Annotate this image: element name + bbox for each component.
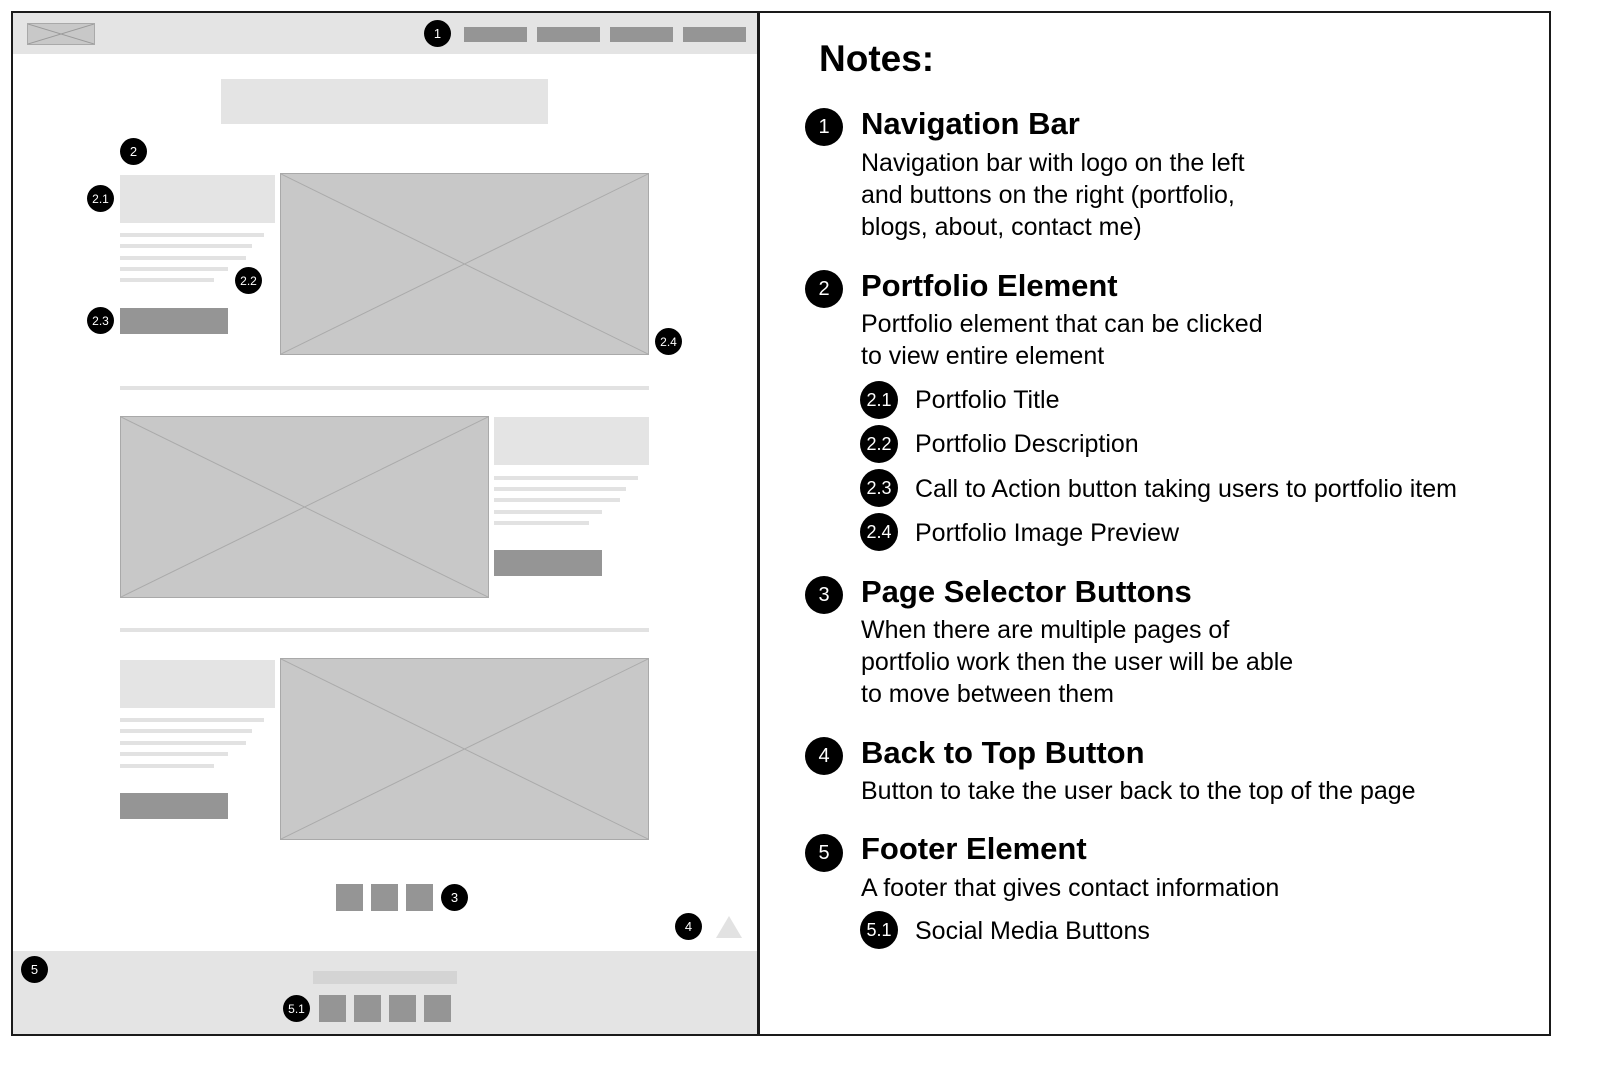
back-to-top-triangle-icon[interactable] [715,915,743,939]
portfolio-title-placeholder [120,660,275,708]
cta-button[interactable] [120,308,228,334]
description-line [120,741,246,745]
page-heading-placeholder [221,79,548,124]
description-line [120,764,214,768]
badge-image: 2.4 [655,328,682,355]
badge-title: 2.1 [87,185,114,212]
note-title: Navigation Bar [861,106,1080,141]
badge-page-selector: 3 [441,884,468,911]
note-sub-text: Call to Action button taking users to portfolio item [915,475,1457,503]
badge-description: 2.2 [235,267,262,294]
note-badge: 5 [805,834,843,872]
section-divider [120,386,649,390]
nav-button-blogs[interactable] [537,27,600,42]
description-line [120,729,252,733]
notes-heading: Notes: [819,38,935,79]
note-title: Footer Element [861,831,1087,866]
badge-social: 5.1 [283,995,310,1022]
note-sub-text: Social Media Buttons [915,917,1150,945]
badge-cta: 2.3 [87,307,114,334]
description-line [494,476,638,480]
social-button[interactable] [424,995,451,1022]
portfolio-image-placeholder[interactable] [280,173,649,355]
note-sub-badge: 2.2 [860,425,898,463]
note-title: Portfolio Element [861,268,1118,303]
footer [13,951,758,1034]
note-line: to view entire element [861,342,1105,370]
portfolio-image-placeholder[interactable] [280,658,649,840]
portfolio-title-placeholder [120,175,275,223]
note-line: to move between them [861,680,1114,708]
nav-button-portfolio[interactable] [464,27,527,42]
portfolio-image-placeholder[interactable] [120,416,489,598]
note-title: Page Selector Buttons [861,574,1192,609]
note-sub-text: Portfolio Image Preview [915,519,1180,547]
social-button[interactable] [319,995,346,1022]
note-line: and buttons on the right (portfolio, [861,181,1235,209]
note-badge: 1 [805,108,843,146]
description-line [494,510,602,514]
note-title: Back to Top Button [861,735,1145,770]
badge-nav: 1 [424,20,451,47]
note-line: When there are multiple pages of [861,616,1230,644]
description-line [120,233,264,237]
portfolio-title-placeholder [494,417,649,465]
page-selector-button[interactable] [406,884,433,911]
note-sub-badge: 2.1 [860,381,898,419]
note-sub-badge: 2.4 [860,513,898,551]
footer-text-placeholder [313,971,457,984]
note-badge: 2 [805,270,843,308]
note-sub-badge: 5.1 [860,911,898,949]
description-line [120,752,228,756]
note-line: Portfolio element that can be clicked [861,310,1263,338]
note-sub-text: Portfolio Description [915,430,1139,458]
description-line [120,256,246,260]
note-sub-text: Portfolio Title [915,386,1060,414]
description-line [120,267,228,271]
note-line: Button to take the user back to the top of the page [861,777,1416,805]
logo-placeholder [27,23,95,45]
note-sub-badge: 2.3 [860,469,898,507]
cta-button[interactable] [494,550,602,576]
section-divider [120,628,649,632]
description-line [494,487,626,491]
description-line [494,498,620,502]
note-line: Navigation bar with logo on the left [861,149,1245,177]
page-selector-button[interactable] [371,884,398,911]
cta-button[interactable] [120,793,228,819]
description-line [120,278,214,282]
note-line: blogs, about, contact me) [861,213,1142,241]
note-line: portfolio work then the user will be able [861,648,1294,676]
note-line: A footer that gives contact information [861,874,1280,902]
description-line [120,244,252,248]
nav-button-contact[interactable] [683,27,746,42]
description-line [120,718,264,722]
badge-footer: 5 [21,956,48,983]
note-badge: 3 [805,576,843,614]
page-selector-button[interactable] [336,884,363,911]
nav-button-about[interactable] [610,27,673,42]
badge-back-to-top: 4 [675,913,702,940]
social-button[interactable] [389,995,416,1022]
note-badge: 4 [805,737,843,775]
description-line [494,521,589,525]
social-button[interactable] [354,995,381,1022]
badge-portfolio: 2 [120,138,147,165]
